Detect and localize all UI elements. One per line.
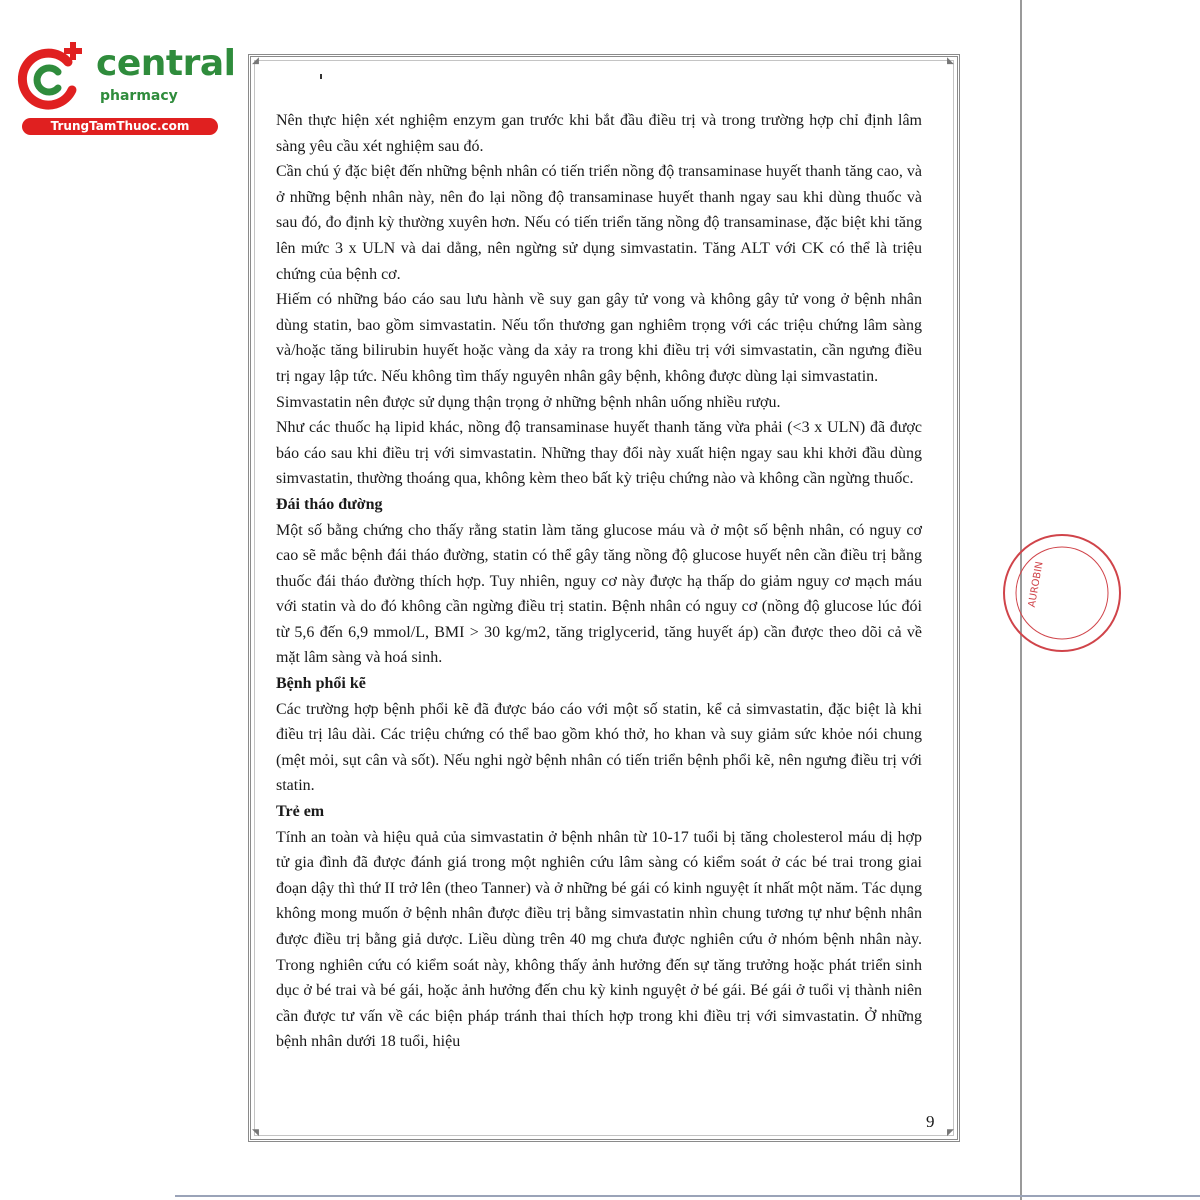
brand-subtitle: pharmacy bbox=[100, 88, 178, 104]
section-heading-interstitial-lung-disease: Bệnh phổi kẽ bbox=[276, 675, 366, 693]
section-heading-children: Trẻ em bbox=[276, 803, 325, 821]
corner-ornament: ◥ bbox=[252, 1128, 259, 1138]
corner-ornament: ◣ bbox=[947, 56, 954, 66]
section-body-interstitial-lung-disease: Các trường hợp bệnh phổi kẽ đã được báo cáo với một số statin, kể cả simvastatin, đặc biệt là khi điều trị lâu dài. Các triệu chứng có thể bao gồm khó thở, ho khan và suy giảm sức khỏe nói chung (mệt mỏi, sụt cân và sốt). Nếu nghi ngờ bệnh nhân có tiến triển bệnh phổi kẽ, nên ngưng điều trị với statin. bbox=[276, 700, 922, 795]
paragraph: Nên thực hiện xét nghiệm enzym gan trước khi bắt đầu điều trị và trong trường hợp chỉ định lâm sàng yêu cầu xét nghiệm sau đó. bbox=[276, 112, 922, 155]
corner-ornament: ◢ bbox=[252, 56, 259, 66]
company-stamp bbox=[1000, 528, 1046, 658]
page-number: 9 bbox=[926, 1112, 935, 1131]
paragraph: Simvastatin nên được sử dụng thận trọng ở những bệnh nhân uống nhiều rượu. bbox=[276, 393, 781, 411]
brand-logo bbox=[10, 38, 236, 138]
paragraph: Cần chú ý đặc biệt đến những bệnh nhân có tiến triển nồng độ transaminase huyết thanh tăng cao, và ở những bệnh nhân này, nên đo lại nồng độ transaminase huyết thanh ngay sau khi dùng thuốc và sau đó, đo định kỳ thường xuyên hơn. Nếu có tiến triển tăng nồng độ transaminase, đặc biệt khi tăng lên mức 3 x ULN và dai dẳng, nên ngừng sử dụng simvastatin. Tăng ALT với CK có thể là triệu chứng của bệnh cơ. bbox=[276, 163, 922, 283]
section-heading-diabetes: Đái tháo đường bbox=[276, 495, 383, 513]
corner-ornament: ◤ bbox=[947, 1128, 954, 1138]
scan-edge-bottom bbox=[175, 1195, 1200, 1197]
brand-name: central bbox=[96, 43, 236, 84]
brand-url: TrungTamThuoc.com bbox=[22, 118, 218, 135]
paragraph: Hiếm có những báo cáo sau lưu hành về suy gan gây tử vong và không gây tử vong ở bệnh nhân dùng statin, bao gồm simvastatin. Nếu tổn thương gan nghiêm trọng với các triệu chứng lâm sàng và/hoặc tăng bilirubin huyết hoặc vàng da xảy ra trong khi điều trị với simvastatin, cần ngưng điều trị ngay lập tức. Nếu không tìm thấy nguyên nhân gây bệnh, không được dùng lại simvastatin. bbox=[276, 291, 922, 385]
scan-mark bbox=[320, 74, 322, 79]
svg-text:AUROBIN: AUROBIN bbox=[1026, 560, 1046, 609]
paragraph: Như các thuốc hạ lipid khác, nồng độ transaminase huyết thanh tăng vừa phải (<3 x ULN) đã được báo cáo sau khi điều trị với simvastatin. Những thay đổi này xuất hiện ngay sau khi khởi đầu dùng simvastatin, thường thoáng qua, không kèm theo bất kỳ triệu chứng nào và không cần ngừng thuốc. bbox=[276, 419, 922, 488]
section-body-diabetes: Một số bằng chứng cho thấy rằng statin làm tăng glucose máu và ở một số bệnh nhân, có nguy cơ cao sẽ mắc bệnh đái tháo đường, statin có thể gây tăng nồng độ glucose huyết nên cần điều trị bằng thuốc đái tháo đường thích hợp. Tuy nhiên, nguy cơ này được hạ thấp do giảm nguy cơ mạch máu với statin và do đó không cần ngừng điều trị statin. Bệnh nhân có nguy cơ (nồng độ glucose lúc đói từ 5,6 đến 6,9 mmol/L, BMI > 30 kg/m2, tăng triglycerid, tăng huyết áp) cần được theo dõi cả về mặt lâm sàng và hoá sinh. bbox=[276, 521, 922, 667]
section-body-children: Tính an toàn và hiệu quả của simvastatin ở bệnh nhân từ 10-17 tuổi bị tăng cholesterol máu dị hợp tử gia đình đã được đánh giá trong một nghiên cứu lâm sàng có kiểm soát ở các bé trai trong giai đoạn dậy thì thứ II trở lên (theo Tanner) và ở những bé gái có kinh nguyệt ít nhất một năm. Tác dụng không mong muốn ở bệnh nhân được điều trị bằng simvastatin nhìn chung tương tự như bệnh nhân được điều trị bằng giả dược. Liều dùng trên 40 mg chưa được nghiên cứu ở nhóm bệnh nhân này. Trong nghiên cứu có kiểm soát này, không thấy ảnh hưởng đến sự tăng trưởng hoặc phát triển sinh dục ở bé trai và bé gái, hoặc ảnh hưởng đến chu kỳ kinh nguyệt ở bé gái. Bé gái ở tuổi vị thành niên cần được tư vấn về các biện pháp tránh thai thích hợp trong khi điều trị với simvastatin. Ở những bệnh nhân dưới 18 tuổi, hiệu bbox=[276, 828, 922, 1051]
document-body bbox=[276, 108, 922, 1055]
pharmacy-cross-icon bbox=[10, 38, 90, 118]
